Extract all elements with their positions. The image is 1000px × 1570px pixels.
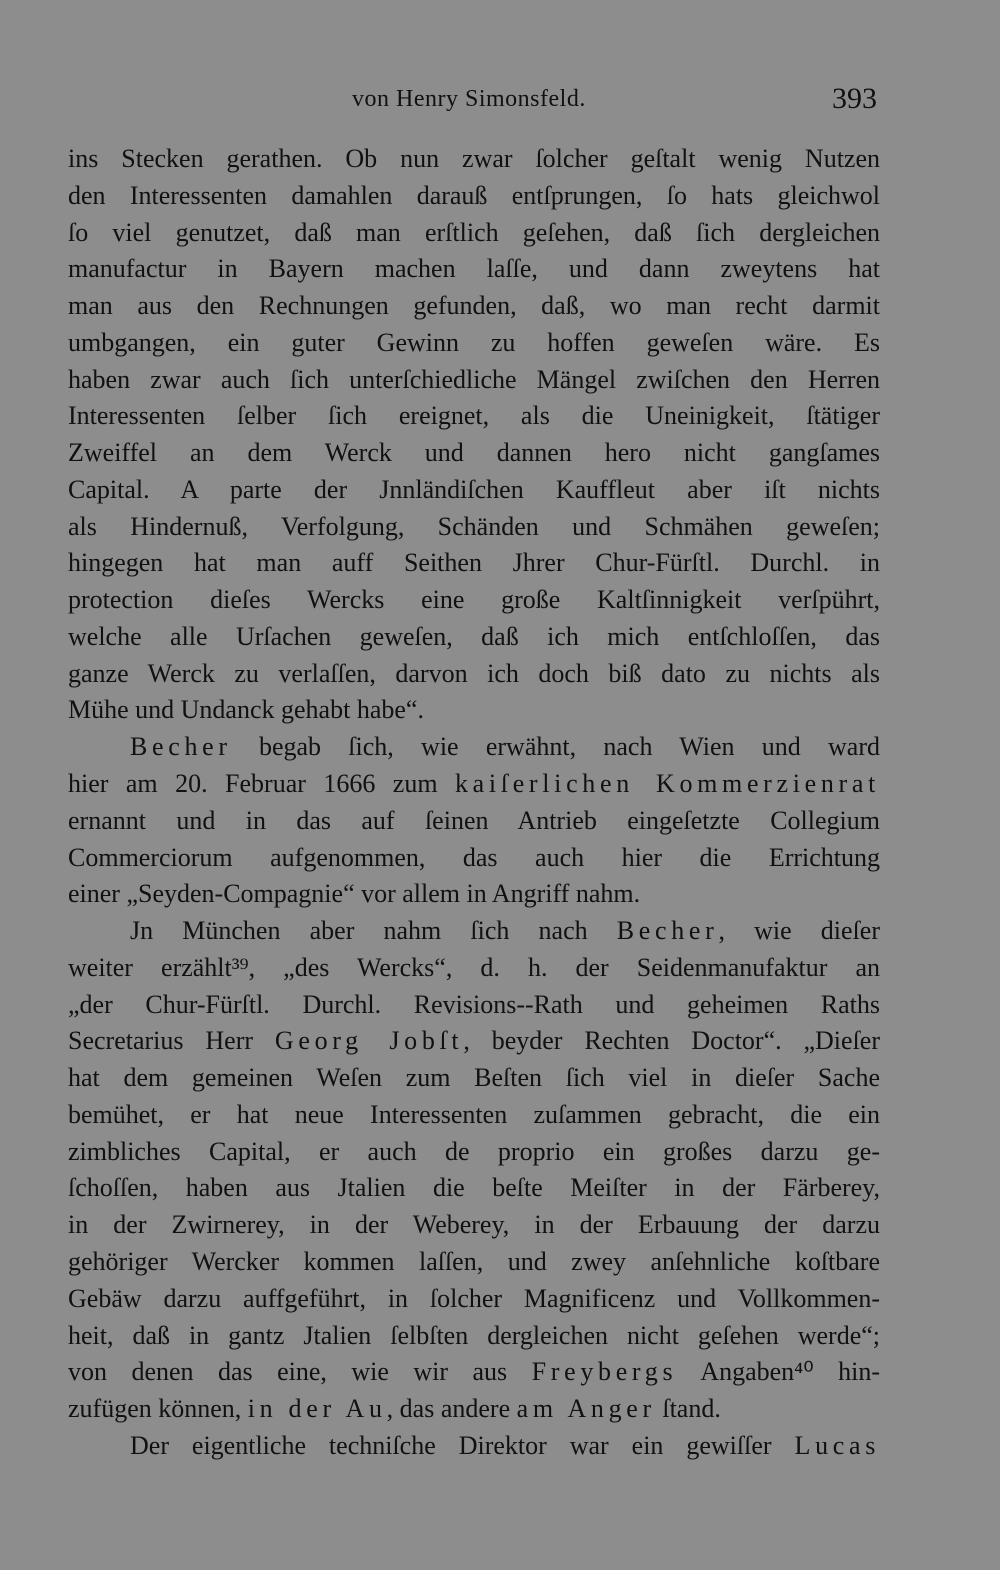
text-line: hingegen hat man auff Seithen Jhrer Chur-Fürſtl. Durchl. in xyxy=(68,548,880,578)
text-line: ins Stecken gerathen. Ob nun zwar ſolcher geſtalt wenig Nutzen xyxy=(68,144,880,173)
text-line: heit, daß in gantz Jtalien ſelbſten dergleichen nicht geſehen werde“; xyxy=(68,1320,880,1350)
text-run: Jn München aber nahm ſich nach xyxy=(130,916,617,946)
spaced-emphasis-run: Freybergs xyxy=(531,1357,678,1387)
text-line: weiter erzählt³⁹, „des Wercks“, d. h. der Seidenmanufaktur an xyxy=(68,952,880,982)
text-line: bemühet, er hat neue Interessenten zuſammen gebracht, die ein xyxy=(68,1099,880,1129)
paragraph xyxy=(68,913,880,1428)
text-line: protection dieſes Wercks eine große Kaltſinnigkeit verſpührt, xyxy=(68,585,880,615)
text-line: den Interessenten damahlen darauß entſprungen, ſo hats gleichwol xyxy=(68,180,880,210)
text-line: in der Zwirnerey, in der Weberey, in der Erbauung der darzu xyxy=(68,1210,880,1240)
text-line: Capital. A parte der Jnnländiſchen Kauffleut aber iſt nichts xyxy=(68,474,880,504)
running-title: von Henry Simonsfeld. xyxy=(352,86,586,112)
text-line: Commerciorum aufgenommen, das auch hier die Errichtung xyxy=(68,842,880,872)
page-number: 393 xyxy=(832,82,877,115)
text-line: ſo viel genutzet, daß man erſtlich geſehen, daß ſich dergleichen xyxy=(68,217,880,247)
spaced-emphasis-run: Georg Jobſt xyxy=(274,1026,464,1056)
spaced-emphasis-run: Lucas xyxy=(794,1430,880,1460)
text-line xyxy=(68,729,880,766)
text-line: umbgangen, ein guter Gewinn zu hoffen geweſen wäre. Es xyxy=(68,327,880,357)
text-run: zufügen können, xyxy=(68,1394,248,1424)
text-line: „der Chur-Fürſtl. Durchl. Revisions--Rath und geheimen Raths xyxy=(68,989,880,1019)
text-line: Interessenten ſelber ſich ereignet, als die Uneinigkeit, ſtätiger xyxy=(68,401,880,431)
text-run: von denen das eine, wie wir aus xyxy=(68,1357,532,1387)
text-line: manufactur in Bayern machen laſſe, und dann zweytens hat xyxy=(68,254,880,284)
paragraph xyxy=(68,1428,880,1465)
text-line: Gebäw darzu auffgeführt, in ſolcher Magnificenz und Vollkommen- xyxy=(68,1283,880,1313)
spaced-emphasis-run: Becher xyxy=(130,732,232,762)
text-line: Zweiffel an dem Werck und dannen hero nicht gangſames xyxy=(68,438,880,468)
text-run: begab ſich, wie erwähnt, nach Wien und ward xyxy=(231,732,880,762)
text-run: ſtand. xyxy=(655,1394,721,1424)
text-run: , beyder Rechten Doctor“. „Dieſer xyxy=(463,1026,880,1056)
text-line: haben zwar auch ſich unterſchiedliche Mängel zwiſchen den Herren xyxy=(68,364,880,394)
text-line: hat dem gemeinen Weſen zum Beſten ſich viel in dieſer Sache xyxy=(68,1063,880,1093)
text-line: ſchoſſen, haben aus Jtalien die beſte Meiſter in der Färberey, xyxy=(68,1173,880,1203)
text-run: Secretarius Herr xyxy=(68,1026,275,1056)
spaced-emphasis-run: in der Au xyxy=(247,1394,387,1424)
body-text xyxy=(68,141,880,1465)
text-line xyxy=(68,1023,880,1060)
spaced-emphasis-run: am Anger xyxy=(516,1394,656,1424)
text-line xyxy=(68,1428,880,1465)
text-run: Angaben⁴⁰ hin- xyxy=(677,1357,880,1387)
text-line: gehöriger Wercker kommen laſſen, und zwey anſehnliche koſtbare xyxy=(68,1246,880,1276)
text-line: Mühe und Undanck gehabt habe“. xyxy=(68,695,424,725)
text-run: hier am 20. Februar 1666 zum xyxy=(68,769,455,799)
text-line xyxy=(68,1391,880,1428)
text-line: als Hindernuß, Verfolgung, Schänden und Schmähen geweſen; xyxy=(68,511,880,541)
spaced-emphasis-run: kaiſerlichen Kommerzienrat xyxy=(455,769,880,799)
text-line: ganze Werck zu verlaſſen, darvon ich doch biß dato zu nichts als xyxy=(68,658,880,688)
paragraph xyxy=(68,141,880,729)
text-line xyxy=(68,766,880,803)
text-run: , das andere xyxy=(386,1394,517,1424)
text-line: man aus den Rechnungen gefunden, daß, wo man recht darmit xyxy=(68,291,880,321)
text-run: Der eigentliche techniſche Direktor war ein gewiſſer xyxy=(130,1430,795,1460)
text-run: , wie dieſer xyxy=(718,916,880,946)
spaced-emphasis-run: Becher xyxy=(616,916,719,946)
text-line xyxy=(68,1354,880,1391)
text-line: welche alle Urſachen geweſen, daß ich mich entſchloſſen, das xyxy=(68,621,880,651)
text-line xyxy=(68,913,880,950)
text-line: ernannt und in das auf ſeinen Antrieb eingeſetzte Collegium xyxy=(68,805,880,835)
text-line: zimbliches Capital, er auch de proprio ein großes darzu ge- xyxy=(68,1136,880,1166)
text-line: einer „Seyden-Compagnie“ vor allem in Angriff nahm. xyxy=(68,879,641,909)
paragraph xyxy=(68,729,880,913)
